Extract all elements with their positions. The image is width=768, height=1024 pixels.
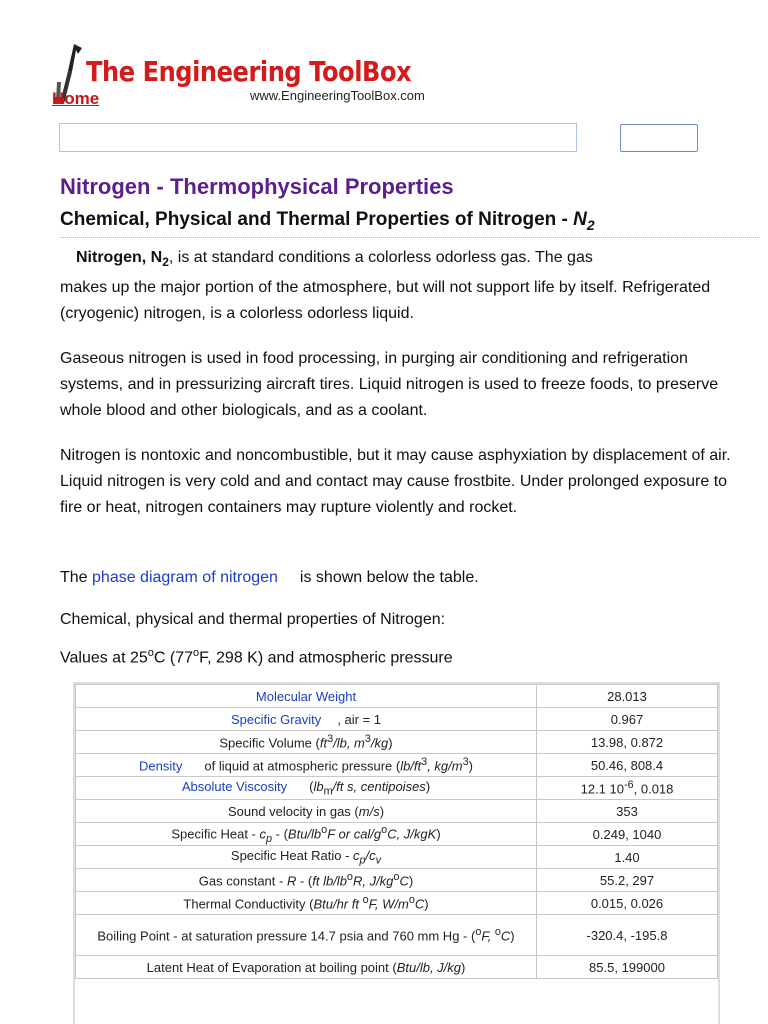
table-row: Gas constant - R - (ft $lb/lb^oR$, $J/kg^oC$) 55.2, 297 [76,869,718,892]
table-row: Specific Gravity , air = 1 0.967 [76,708,718,731]
table-cell-value: -320.4, -195.8 [537,915,718,956]
table-cell-value: 353 [537,800,718,823]
properties-table [75,684,718,979]
table-row: Absolute Viscosity ($lb_m/ft$ s, centipoises) 12.1 $10^{-6}$, 0.018 [76,777,718,800]
conditions-line: Values at 25$^o$C (77$^o$F, 298 K) and atmospheric pressure [60,647,453,667]
table-cell-value: 55.2, 297 [537,869,718,892]
table-row: Specific Volume ($ft^3/lb$, $m^3/kg$) 13.98, 0.872 [76,731,718,754]
table-row: Thermal Conductivity (Btu/hr ft $^o$F, $W/m^oC$) 0.015, 0.026 [76,892,718,915]
table-cell-value: 0.249, 1040 [537,823,718,846]
phase-paragraph: The phase diagram of nitrogen is shown below the table. [60,569,479,586]
table-cell-value: 13.98, 0.872 [537,731,718,754]
intro-paragraph: Nitrogen, $N_2$, is at standard conditions a colorless odorless gas. The gas makes up the major portion of the atmosphere, but will not support life by itself. Refrigerated (cryogenic) nitrogen, is a colorless odorless liquid. [60,249,711,323]
table-row: Density of liquid at atmospheric pressure ($lb/ft^3$, $kg/m^3$) 50.46, 808.4 [76,754,718,777]
table-cell-value: 28.013 [537,685,718,708]
table-cell-value: 85.5, 199000 [537,956,718,979]
table-cell-value: 0.015, 0.026 [537,892,718,915]
table-cell-value: 12.1 $10^{-6}$, 0.018 [537,777,718,800]
table-row: Latent Heat of Evaporation at boiling point (Btu/lb, J/kg) 85.5, 199000 [76,956,718,979]
table-row: Specific Heat - $c_p - (Btu/lb^oF$ or cal/$g^oC$, J/kgK) 0.249, 1040 [76,823,718,846]
usage-paragraph: Gaseous nitrogen is used in food processing, in purging air conditioning and refrigeration systems, and in pressurizing aircraft tires. Liquid nitrogen is used to freeze foods, to preserve whole blood and other biologicals, and as a coolant. [60,350,719,419]
density-link[interactable]: Density [139,758,183,774]
table-cell-value: 1.40 [537,846,718,869]
divider [60,237,760,238]
table-cell-value: 0.967 [537,708,718,731]
table-cell-value: 50.46, 808.4 [537,754,718,777]
table-row: Boiling Point - at saturation pressure 14.7 psia and 760 mm Hg - ($^o$F, $^o$C) -320.4, -195.8 [76,915,718,956]
site-brand[interactable]: The Engineering ToolBox [86,55,412,88]
table-row: Specific Heat Ratio - $c_p/c_v$ 1.40 [76,846,718,869]
table-row [76,685,718,708]
properties-intro: Chemical, physical and thermal properties of Nitrogen: [60,611,446,628]
search-input[interactable] [59,123,577,152]
safety-paragraph: Nitrogen is nontoxic and noncombustible, but it may cause asphyxiation by displacement of air. Liquid nitrogen is very cold and and contact may cause frostbite. Under prolonged exposure to fire or heat, nitrogen containers may rupture violently and rocket. [60,447,731,516]
site-url: www.EngineeringToolBox.com [250,88,425,103]
page-subtitle: Chemical, Physical and Thermal Properties of Nitrogen - $N_2$ [60,209,595,233]
absolute-viscosity-link[interactable]: Absolute Viscosity [181,778,288,794]
molecular-weight-link[interactable]: Molecular Weight [255,688,357,704]
page-title: Nitrogen - Thermophysical Properties [60,174,454,199]
table-row: Sound velocity in gas (m/s) 353 [76,800,718,823]
phase-diagram-link[interactable]: phase diagram of nitrogen [92,569,278,586]
specific-gravity-link[interactable]: Specific Gravity [230,711,322,727]
home-link[interactable]: Home [52,89,100,108]
search-button[interactable] [620,124,698,152]
